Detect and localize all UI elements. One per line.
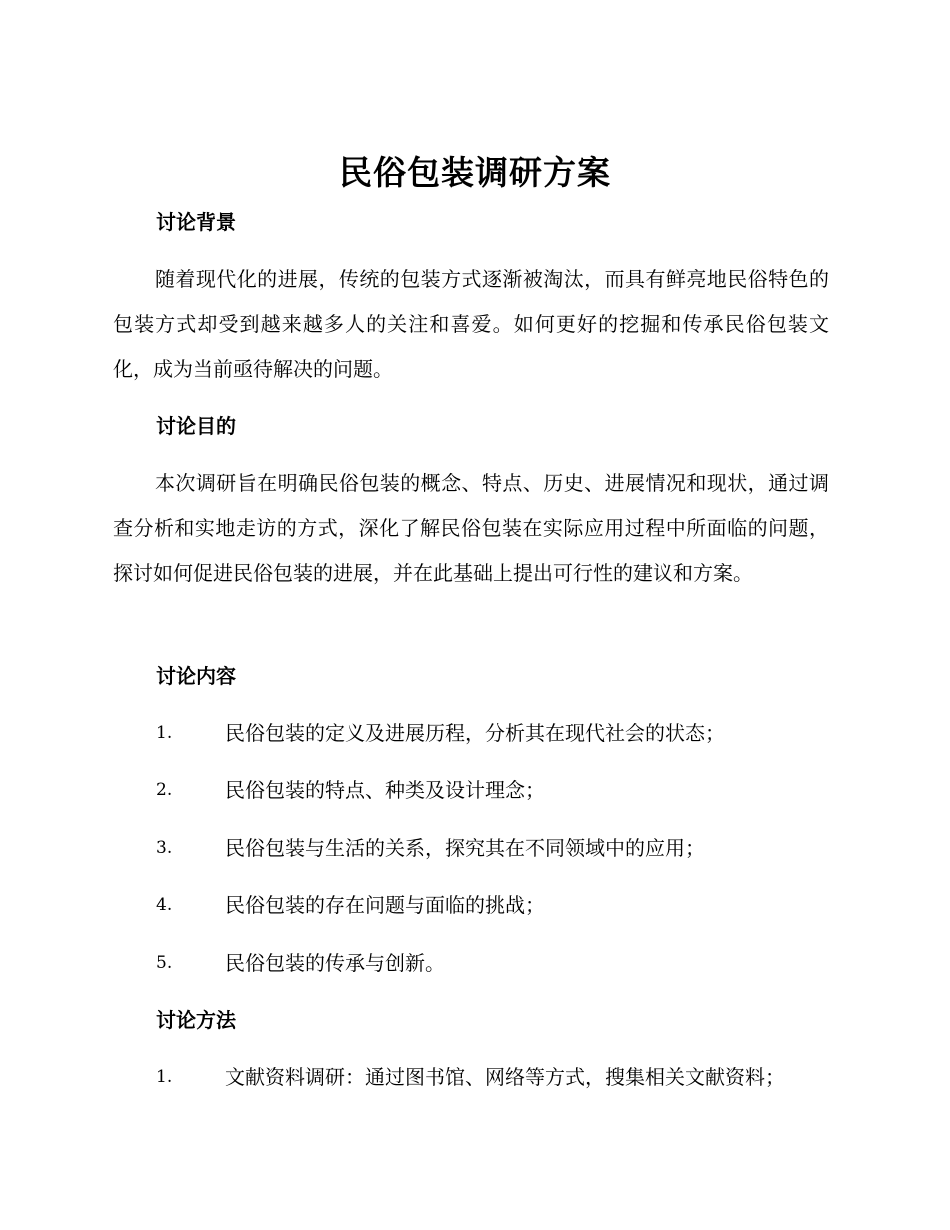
list-item-text: 民俗包装的特点、种类及设计理念； [225, 778, 545, 802]
list-item [156, 718, 836, 748]
list-item-text: 文献资料调研：通过图书馆、网络等方式，搜集相关文献资料； [225, 1065, 785, 1089]
list-item [156, 775, 836, 805]
list-item-number: 4. [156, 895, 173, 915]
section-heading-content: 讨论内容 [156, 664, 236, 688]
list-item-text: 民俗包装的存在问题与面临的挑战； [225, 893, 545, 917]
list-item [156, 948, 836, 978]
list-item-number: 5. [156, 953, 173, 973]
list-item [156, 890, 836, 920]
list-item-text: 民俗包装与生活的关系，探究其在不同领域中的应用； [225, 836, 705, 860]
list-item-text: 民俗包装的传承与创新。 [225, 951, 445, 975]
document-title: 民俗包装调研方案 [339, 153, 611, 192]
section-heading-background: 讨论背景 [156, 210, 236, 234]
list-item-number: 1. [156, 1067, 173, 1087]
section-heading-method: 讨论方法 [156, 1008, 236, 1032]
list-item-text: 民俗包装的定义及进展历程，分析其在现代社会的状态； [225, 721, 725, 745]
list-item-number: 3. [156, 838, 173, 858]
list-item [156, 833, 836, 863]
list-item-number: 1. [156, 723, 173, 743]
section-paragraph-background: 随着现代化的进展，传统的包装方式逐渐被淘汰，而具有鲜亮地民俗特色的包装方式却受到越来越多人的关注和喜爱。如何更好的挖掘和传承民俗包装文化，成为当前亟待解决的问题。 [113, 267, 829, 381]
section-paragraph-purpose: 本次调研旨在明确民俗包装的概念、特点、历史、进展情况和现状，通过调查分析和实地走访的方式，深化了解民俗包装在实际应用过程中所面临的问题，探讨如何促进民俗包装的进展，并在此基础上提出可行性的建议和方案。 [113, 471, 829, 585]
section-heading-purpose: 讨论目的 [156, 414, 236, 438]
list-item-number: 2. [156, 780, 173, 800]
list-item [156, 1062, 836, 1092]
